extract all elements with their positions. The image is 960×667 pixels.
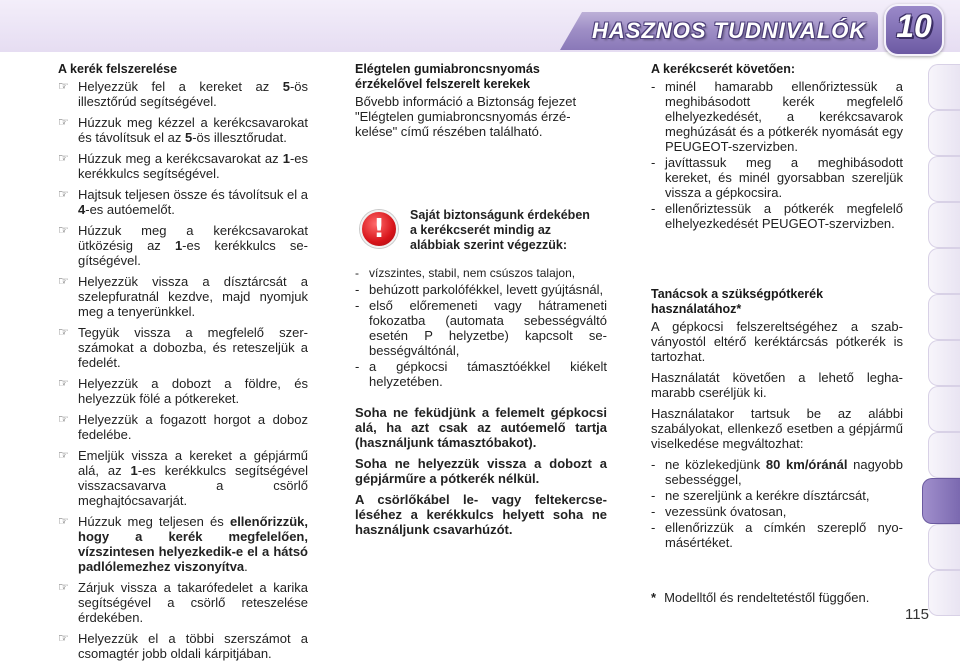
chapter-tab-11[interactable] — [928, 524, 960, 570]
list-item: - behúzott parkolófékkel, levett gyújtásnál, — [355, 282, 607, 297]
instruction-item: ☞ Emeljük vissza a kereket a gépjármű alá, az 1-es kerékkulcs segítségével visszacsavarva a csörlő meghajtócsavarját. — [58, 448, 308, 508]
footnote — [651, 590, 911, 605]
instruction-item: ☞ Húzzuk meg kézzel a kerékcsavarokat és távolítsuk el az 5-ös illesztőrudat. — [58, 115, 308, 145]
warning-text-jack: Soha ne feküdjünk a felemelt gépkocsi alá, ha azt csak az autóemelő tartja (használjunk támasztóbakot). — [355, 405, 607, 450]
chapter-tab-6[interactable] — [928, 294, 960, 340]
chapter-tab-5[interactable] — [928, 248, 960, 294]
pointing-hand-icon: ☞ — [58, 580, 69, 594]
list-item: - ellenőriztessük a pótkerék megfelelő elhelyezkedését PEUGEOT-szervizben. — [651, 201, 903, 231]
section-title-wheel-fitting: A kerék felszerelése — [58, 62, 178, 76]
list-item: - a gépkocsi támasztóékkel kiékelt helyzetében. — [355, 359, 607, 389]
warning-text-box: Soha ne helyezzük vissza a dobozt a gépjárműre a pótkerék nélkül. — [355, 456, 607, 486]
chapter-tab-2[interactable] — [928, 110, 960, 156]
tyre-pressure-text: Bővebb információ a Biztonság fejezet "Elégtelen gumiabroncsnyomás érzékelése" című részében található. — [355, 94, 577, 139]
safety-warning-title: Saját biztonságunk érdekében a kerékcserét mindig az alábbiak szerint végezzük: — [410, 208, 590, 252]
spare-wheel-advice — [651, 287, 903, 556]
chapter-number: 10 — [896, 8, 932, 44]
instruction-item: ☞ Húzzuk meg teljesen és ellenőrizzük, hogy a kerék megfelelően, vízszintesen helyezkedik-e el a hátsó padlólemezhez viszonyítva. — [58, 514, 308, 574]
instruction-item: ☞ Húzzuk meg a kerékcsavarokat az 1-es kerékkulcs segítségével. — [58, 151, 308, 181]
page-number: 115 — [905, 606, 929, 623]
pointing-hand-icon: ☞ — [58, 274, 69, 288]
instruction-item: ☞ Húzzuk meg a kerékcsavarokat ütközésig az 1-es kerékkulcs segítségével. — [58, 223, 308, 268]
column-wheel-fitting — [58, 62, 308, 667]
list-item: - vezessünk óvatosan, — [651, 504, 903, 519]
list-item: - vízszintes, stabil, nem csúszos talajon, — [355, 266, 607, 281]
instruction-item: ☞ Helyezzük vissza a dísztárcsát a szelepfuratnál kezdve, majd nyomjuk meg a tenyerünkkel. — [58, 274, 308, 319]
spare-wheel-text-1: A gépkocsi felszereltségéhez a szabványostól eltérő keréktárcsás pótkerék is tartozhat. — [651, 319, 903, 364]
section-title-after-change: A kerékcserét követően: — [651, 62, 796, 76]
pointing-hand-icon: ☞ — [58, 448, 69, 462]
column-after-change — [651, 62, 903, 237]
after-change-list — [651, 79, 903, 231]
pointing-hand-icon: ☞ — [58, 115, 69, 129]
chapter-tab-7[interactable] — [928, 340, 960, 386]
pointing-hand-icon: ☞ — [58, 412, 69, 426]
safety-conditions-list — [355, 266, 607, 389]
chapter-tabs — [928, 64, 960, 624]
chapter-tab-3[interactable] — [928, 156, 960, 202]
pointing-hand-icon: ☞ — [58, 223, 69, 237]
chapter-tab-12[interactable] — [928, 570, 960, 616]
spare-wheel-text-2: Használatát követően a lehető leghamarabb cseréljük ki. — [651, 370, 903, 400]
pointing-hand-icon: ☞ — [58, 514, 69, 528]
instruction-item: ☞ Hajtsuk teljesen össze és távolítsuk el a 4-es autóemelőt. — [58, 187, 308, 217]
chapter-tab-10-active[interactable] — [922, 478, 960, 524]
page-title: HASZNOS TUDNIVALÓK — [592, 18, 867, 43]
pointing-hand-icon: ☞ — [58, 325, 69, 339]
pointing-hand-icon: ☞ — [58, 79, 69, 93]
chapter-tab-1[interactable] — [928, 64, 960, 110]
pointing-hand-icon: ☞ — [58, 376, 69, 390]
pointing-hand-icon: ☞ — [58, 187, 69, 201]
list-item: - ne közlekedjünk 80 km/óránál nagyobb sebességgel, — [651, 457, 903, 487]
column-tyre-pressure — [355, 62, 607, 145]
chapter-tab-4[interactable] — [928, 202, 960, 248]
spare-wheel-rules-list — [651, 457, 903, 550]
pointing-hand-icon: ☞ — [58, 151, 69, 165]
footnote-text: Modelltől és rendeltetéstől függően. — [664, 590, 870, 605]
chapter-tab-9[interactable] — [928, 432, 960, 478]
warning-exclamation-icon: ! — [360, 210, 398, 248]
instruction-item: ☞ Helyezzük fel a kereket az 5-ös illesztőrúd segítségével. — [58, 79, 308, 109]
section-title-spare-wheel: Tanácsok a szükségpótkerék használatához* — [651, 287, 824, 316]
pointing-hand-icon: ☞ — [58, 631, 69, 645]
list-item: - ellenőrizzük a címkén szereplő nyomásértéket. — [651, 520, 903, 550]
instruction-item: ☞ Zárjuk vissza a takarófedelet a karika segítségével a csörlő reteszelése érdekében. — [58, 580, 308, 625]
footnote-star: * — [651, 590, 657, 605]
chapter-tab-8[interactable] — [928, 386, 960, 432]
list-item: - első előremeneti vagy hátrameneti fokozatba (automata sebességváltó esetén P helyzetbe) kapcsolt sebességváltónál, — [355, 298, 607, 358]
instruction-item: ☞ Tegyük vissza a megfelelő szerszámokat a dobozba, és reteszeljük a fedelét. — [58, 325, 308, 370]
safety-warning-block — [355, 266, 607, 543]
spare-wheel-text-3: Használatakor tartsuk be az alábbi szabályokat, ellenkező esetben a gépjármű viselkedése megváltozhat: — [651, 406, 903, 451]
instruction-item: ☞ Helyezzük a fogazott horgot a doboz fedelébe. — [58, 412, 308, 442]
list-item: - minél hamarabb ellenőriztessük a meghibásodott kerék megfelelő elhelyezkedését, a kerékcsavarok meghúzását és a pótkerék nyomását egy PEUGEOT-szervizben. — [651, 79, 903, 154]
instruction-item: ☞ Helyezzük a dobozt a földre, és helyezzük fölé a pótkereket. — [58, 376, 308, 406]
list-item: - javíttassuk meg a meghibásodott kereket, és minél gyorsabban szereljük vissza a gépkocsira. — [651, 155, 903, 200]
instruction-list — [58, 79, 308, 661]
speed-limit: 80 km/óránál — [765, 457, 848, 472]
list-item: - ne szereljünk a kerékre dísztárcsát, — [651, 488, 903, 503]
instruction-item: ☞ Helyezzük el a többi szerszámot a csomagtér jobb oldali kárpitjában. — [58, 631, 308, 661]
warning-text-winch: A csörlőkábel le- vagy feltekercseléséhez a kerékkulcs helyett soha ne használjunk csavarhúzót. — [355, 492, 607, 537]
section-title-tyre-pressure: Elégtelen gumiabroncsnyomás érzékelővel felszerelt kerekek — [355, 62, 540, 91]
